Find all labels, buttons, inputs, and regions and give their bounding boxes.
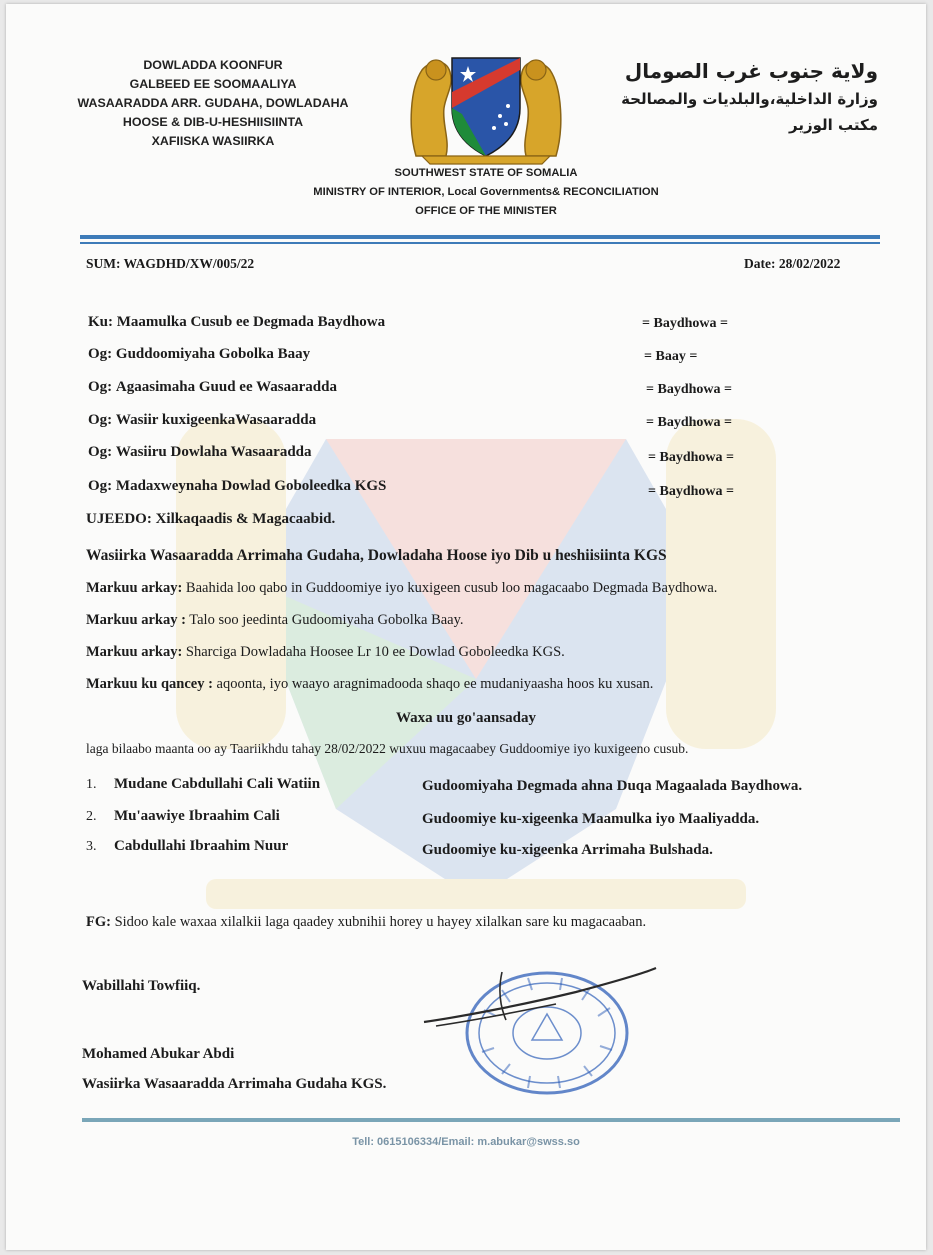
appointee-name: Mu'aawiye Ibraahim Cali (114, 808, 280, 824)
recipient-prefix: Ku: (88, 314, 114, 330)
recipient-prefix: Og: (88, 346, 113, 362)
decision-heading: Waxa uu go'aansaday (395, 710, 537, 726)
appointee-role: Gudoomiye ku-xigeenka Arrimaha Bulshada. (422, 842, 713, 858)
recipient-prefix: Og: (88, 412, 113, 428)
header-center-line: SOUTHWEST STATE OF SOMALIA (394, 167, 578, 179)
recipient-prefix: Og: (88, 379, 113, 395)
recipient-row (88, 478, 386, 495)
consideration-text: aqoonta, iyo waayo aragnimadooda shaqo ee mudaniyaasha hoos ku xusan. (212, 676, 654, 692)
recipient-location: = Baydhowa = (646, 415, 732, 430)
consideration-row (86, 644, 565, 661)
header-left-line: DOWLADDA KOONFUR (143, 58, 283, 72)
header-right-line: وزارة الداخلية،والبلديات والمصالحة (621, 90, 878, 108)
header-right-line: ولاية جنوب غرب الصومال (624, 59, 878, 83)
appointee-name: Cabdullahi Ibraahim Nuur (114, 838, 289, 854)
letter-page (6, 4, 926, 1250)
header-left-line: WASAARADDA ARR. GUDAHA, DOWLADAHA (77, 96, 349, 110)
note-row (86, 914, 646, 931)
recipient-row (88, 346, 310, 363)
recipient-prefix: Og: (88, 478, 113, 494)
reference-number: SUM: WAGDHD/XW/005/22 (86, 256, 255, 271)
recipient-prefix: Og: (88, 444, 113, 460)
consideration-text: Baahida loo qabo in Guddoomiye iyo kuxigeen cusub loo magacaabo Degmada Baydhowa. (182, 580, 718, 596)
consideration-row (86, 612, 464, 629)
emblem-watermark (146, 379, 806, 959)
recipient-name: Agaasimaha Guud ee Wasaaradda (115, 379, 337, 395)
recipient-row (88, 444, 312, 461)
header-left-block (48, 56, 378, 151)
subject-line: UJEEDO: Xilkaqaadis & Magacaabid. (86, 511, 336, 527)
recipient-name: Wasiiru Dowlaha Wasaaradda (115, 444, 312, 460)
appointee-role: Gudoomiyaha Degmada ahna Duqa Magaalada Baydhowa. (422, 778, 803, 794)
recipient-name: Maamulka Cusub ee Degmada Baydhowa (116, 314, 386, 330)
recipient-location: = Baydhowa = (648, 484, 734, 499)
header-center-line: MINISTRY OF INTERIOR, Local Governments& RECONCILIATION (313, 186, 659, 198)
consideration-label: Markuu arkay : (86, 612, 186, 628)
issuer-line: Wasiirka Wasaaradda Arrimaha Gudaha, Dowladaha Hoose iyo Dib u heshiisiinta KGS (86, 547, 667, 564)
note-label: FG: (86, 914, 111, 930)
header-right-block (558, 56, 878, 138)
recipient-location: = Baydhowa = (642, 316, 728, 331)
header-right-line: مكتب الوزير (788, 116, 878, 134)
consideration-label: Markuu arkay: (86, 580, 183, 596)
recipient-name: Wasiir kuxigeenkaWasaaradda (115, 412, 317, 428)
appointee-row (86, 838, 288, 855)
signatory-title: Wasiirka Wasaaradda Arrimaha Gudaha KGS. (82, 1076, 387, 1092)
recipient-location: = Baay = (644, 349, 698, 364)
header-left-line: XAFIISKA WASIIRKA (151, 134, 275, 148)
recipient-location: = Baydhowa = (648, 450, 734, 465)
closing-line: Wabillahi Towfiiq. (82, 978, 201, 994)
footer-contact: Tell: 0615106334/Email: m.abukar@swss.so (352, 1136, 580, 1148)
note-text: Sidoo kale waxaa xilalkii laga qaadey xubnihii horey u hayey xilalkan sare ku magacaaban. (110, 914, 647, 930)
appointee-name: Mudane Cabdullahi Cali Watiin (114, 776, 321, 792)
decision-intro: laga bilaabo maanta oo ay Taariikhdu tahay 28/02/2022 wuxuu magacaabey Guddoomiye iyo kuxigeeno cusub. (86, 741, 689, 756)
header-center-block (206, 164, 766, 221)
appointee-number: 3. (86, 839, 97, 854)
consideration-label: Markuu arkay: (86, 644, 183, 660)
consideration-text: Sharciga Dowladaha Hoosee Lr 10 ee Dowlad Goboleedka KGS. (182, 644, 565, 660)
appointee-number: 2. (86, 809, 97, 824)
consideration-row (86, 676, 653, 693)
footer-divider (82, 1118, 900, 1122)
header-center-line: OFFICE OF THE MINISTER (415, 205, 557, 217)
recipient-name: Guddoomiyaha Gobolka Baay (115, 346, 311, 362)
recipient-name: Madaxweynaha Dowlad Goboleedka KGS (115, 478, 387, 494)
appointee-row (86, 776, 320, 793)
handwritten-signature (406, 944, 666, 1054)
appointee-role: Gudoomiye ku-xigeenka Maamulka iyo Maaliyadda. (422, 811, 760, 827)
recipient-location: = Baydhowa = (646, 382, 732, 397)
consideration-row (86, 580, 717, 597)
recipient-row (88, 314, 385, 331)
appointee-row (86, 808, 280, 825)
signatory-name: Mohamed Abukar Abdi (82, 1046, 235, 1062)
header-left-line: HOOSE & DIB-U-HESHIISIINTA (122, 115, 304, 129)
recipient-row (88, 412, 316, 429)
appointee-number: 1. (86, 777, 97, 792)
consideration-text: Talo soo jeedinta Gudoomiyaha Gobolka Baay. (185, 612, 464, 628)
header-left-line: GALBEED EE SOOMAALIYA (129, 77, 297, 91)
state-emblem (402, 48, 570, 166)
consideration-label: Markuu ku qancey : (86, 676, 213, 692)
recipient-row (88, 379, 337, 396)
header-divider (80, 234, 880, 248)
letter-date: Date: 28/02/2022 (744, 256, 841, 271)
